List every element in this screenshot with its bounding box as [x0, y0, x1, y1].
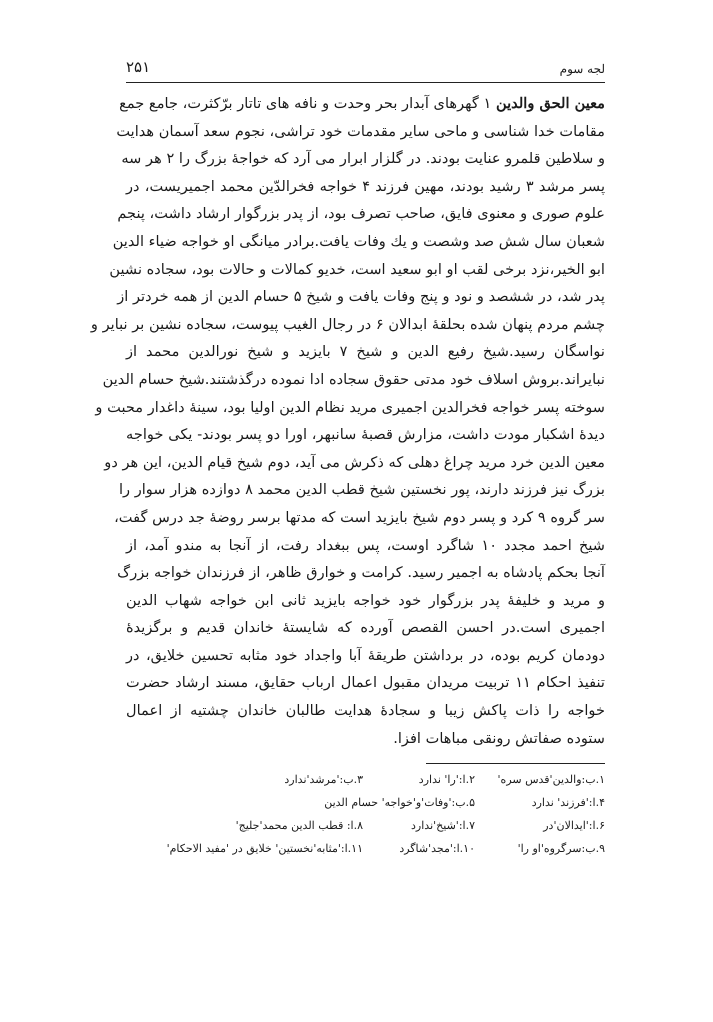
text-line: و مرید و خلیفهٔ پدر بزرگوار خود خواجه بایزید ثانی ابن خواجه شهاب الدین [126, 591, 605, 609]
footnote: ۱.ب:والدین'قدس سره' [497, 773, 605, 786]
text-line: ابو الخیر،نزد برخی لقب او ابو سعید است، خدیو کمالات و حالات بود، سجاده نشین [109, 260, 605, 278]
text-line [119, 90, 605, 118]
text-line: پسر مرشد ۳ رشید بودند، مهین فرزند ۴ خواجه فخرالدّین محمد اجمیریست، در [126, 177, 606, 195]
footnote: ۴.ا:'فرزند' ندارد [531, 796, 605, 809]
body-text [90, 90, 606, 752]
footnote: ۳.ب:'مرشد'ندارد [284, 773, 363, 786]
footnote: ۹.ب:سرگروه'او را' [517, 842, 605, 855]
page-header [126, 58, 605, 84]
text-line: خواجه را ذات پاکش زیبا و سجادهٔ هدایت طالبان خاندان چشتیه از اعمال [126, 702, 605, 720]
footnote: ۲.ا:'را' ندارد [418, 773, 475, 786]
text-line: آنجا بحکم پادشاه به اجمیر رسید. کرامت و خوارق ظاهر، از فرزندان خواجه بزرگ [117, 564, 605, 582]
footnote: ۶.ا:'ایدالان'در [543, 819, 605, 832]
text-line: تنفیذ احکام ۱۱ تربیت مریدان مقبول اعمال ارباب حقایق، مسند ارشاد حضرت [126, 674, 605, 692]
footnotes [126, 768, 605, 860]
text-line-last: ستوده صفاتش رونقی مباهات افزا. [393, 729, 605, 747]
page-number: ۲۵۱ [126, 58, 151, 76]
footnote-row [126, 768, 605, 791]
bold-lead: معین الحق والدین [495, 95, 605, 112]
text-line: شعبان سال شش صد وشصت و یك وفات یافت.برادر میانگی او خواجه ضیاء الدین [112, 232, 605, 250]
text-line: علوم صوری و معنوی فایق، صاحب تصرف بود، از پدر بزرگوار ارشاد داشت، پنجم [117, 205, 605, 223]
text-line: مقامات خدا شناسی و ماحی سایر مقدمات خود تراشی، نجوم سعد آسمان هدایت [116, 122, 605, 140]
text-line: بزرگ نیز فرزند دارند، پور نخستین شیخ قطب الدین محمد ۸ دوازده هزار سوار را [118, 481, 605, 499]
text-line: شیخ احمد مجدد ۱۰ شاگرد اوست، پس ببغداد رفت، از آنجا به مندو آمد، از [126, 536, 605, 554]
text-line: نواسگان رسید.شیخ رفیع الدین و شیخ ۷ بایزید و شیخ نورالدین محمد از [126, 343, 605, 361]
line-text: ۱ گهرهای آبدار بحر وحدت و نافه های تاتار برّکثرت، جامع جمع [119, 95, 492, 112]
footnote-rule [426, 763, 605, 764]
text-line: دیدهٔ اشکبار مودت داشت، مزارش قصبهٔ سانبهر، اورا دو پسر بودند- یکی خواجه [126, 426, 605, 444]
text-line: چشم مردم پنهان شده بحلقهٔ ابدالان ۶ در رجال الغیب پیوست، سجاده نشین بر نبایر و [90, 315, 605, 333]
footnote: ۱۰.ا:'مجد'شاگرد [399, 842, 475, 855]
footnote: ۵.ب:'وفات'و'خواجه' حسام الدین [324, 796, 475, 809]
text-line: سر گروه ۹ کرد و پسر دوم شیخ بایزید است که مدتها برسر روضهٔ جد درس گفت، [114, 508, 605, 526]
footnote: ۸.ا: قطب الدین محمد'جلیج' [235, 819, 363, 832]
text-line: پدر شد، در ششصد و نود و پنج وفات یافت و شیخ ۵ حسام الدین از همه خردتر از [117, 288, 605, 306]
text-line: دودمان کریم بوده، در برداشتن طریقهٔ آبا واجداد خود مثابه تحسین خلایق، در [126, 646, 605, 664]
text-line: نبایراند.بروش اسلاف خود مدتی حقوق سجاده ادا نموده درگذشتند.شیخ حسام الدین [102, 370, 605, 388]
text-line: و سلاطین قلمرو عنایت بودند. در گلزار ابرار می آرد که خواجهٔ بزرگ را ۲ هر سه [121, 150, 605, 168]
text-line: معین الدین خرد مرید چراغ دهلی که ذکرش می آید، دوم شیخ قیام الدین، این هر دو [104, 453, 605, 471]
text-line: سوخته پسر خواجه فخرالدین اجمیری مرید نظام الدین اولیا بود، سینهٔ داغدار محبت و [95, 398, 605, 416]
text-line: اجمیری است.در احسن القصص آورده که شایستهٔ خاندان قدیم و برگزیدهٔ [126, 619, 605, 637]
header-rule [126, 82, 605, 83]
footnote-row [126, 814, 605, 837]
running-head: لجه سوم [559, 62, 605, 76]
footnote-row [126, 791, 605, 814]
footnote: ۱۱.ا:'مثابه'نخستین' خلایق در 'مفید الاحکام' [166, 842, 363, 855]
footnote-row [126, 837, 605, 860]
footnote: ۷.ا:'شیخ'ندارد [411, 819, 475, 832]
